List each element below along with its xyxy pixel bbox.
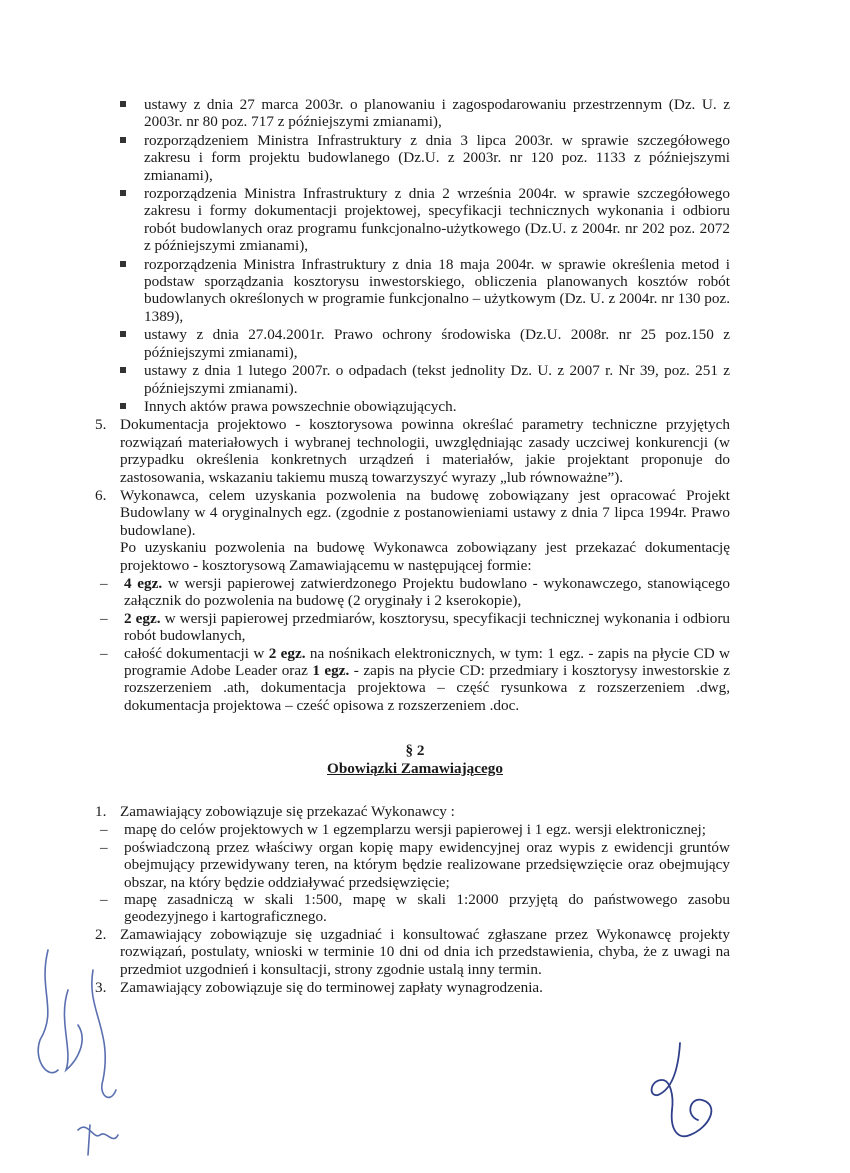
- list-item-text: na nośnikach elektronicznych, w tym: 1 egz. - zapis na płycie CD w programie Adobe Leader oraz: [124, 644, 731, 679]
- clause-2: [95, 925, 730, 978]
- list-item: [120, 132, 730, 184]
- clause-number: 6.: [95, 486, 107, 504]
- list-item: [120, 185, 730, 255]
- clause-5: [95, 416, 730, 486]
- clause-number: 3.: [95, 979, 107, 997]
- list-item: [100, 839, 730, 891]
- dash-bullet: –: [100, 838, 108, 856]
- dash-bullet: –: [100, 891, 108, 909]
- clause-3: [95, 979, 730, 997]
- copies-count: 1 egz.: [312, 662, 350, 679]
- square-bullet-icon: [120, 403, 126, 409]
- list-item: [100, 610, 730, 645]
- clause-text-continued: Po uzyskaniu pozwolenia na budowę Wykonawca zobowiązany jest przekazać dokumentację projektowo - kosztorysową Zamawiającemu w następującej formie:: [120, 539, 730, 574]
- list-item-text: poświadczoną przez właściwy organ kopię mapy ewidencyjnej oraz wypis z ewidencji gruntów obejmujący przewidywany teren, na którym będzie realizowane przedsięwzięcie oraz obejmujący obszar, na który będzie oddziaływać przedsięwzięcie;: [124, 838, 730, 891]
- section-number: § 2: [405, 742, 425, 760]
- list-item: [100, 575, 730, 610]
- square-bullet-icon: [120, 367, 126, 373]
- clause-text: Dokumentacja projektowo - kosztorysowa powinna określać parametry techniczne przyjętych rozwiązań materiałowych i wybranej technologii, uwzględniając zasady uczciwej konkurencji (w przypadku określenia konkretnych urządzeń i materiałów, jakie projektant proponuje do zastosowania, wskazaniu takiemu muszą towarzyszyć wyrazy „lub równoważne”).: [120, 416, 730, 486]
- list-item-text: w wersji papierowej zatwierdzonego Projektu budowlano - wykonawczego, stanowiącego załącznik do pozwolenia na budowę (2 oryginały i 2 kserokopie),: [124, 574, 731, 610]
- list-item: [120, 326, 730, 361]
- clause-text: Zamawiający zobowiązuje się do terminowej zapłaty wynagrodzenia.: [120, 979, 543, 997]
- list-item-text: Innych aktów prawa powszechnie obowiązujących.: [144, 397, 457, 415]
- handwritten-signature: [640, 1035, 740, 1155]
- list-item: [120, 256, 730, 326]
- dash-bullet: –: [100, 644, 108, 662]
- list-item: [120, 362, 730, 397]
- legal-acts-list: [120, 96, 730, 415]
- copies-count: 2 egz.: [268, 644, 306, 662]
- dash-bullet: –: [100, 821, 108, 839]
- square-bullet-icon: [120, 261, 126, 267]
- clause-text: Zamawiający zobowiązuje się uzgadniać i konsultować zgłaszane przez Wykonawcę projekty rozwiązań, postulaty, wnioski w terminie 10 dni od dnia ich przedstawienia, chyba, że z uwagi na przedmiot uzgodnień i konsultacji, strony zgodnie ustalą inny termin.: [120, 925, 730, 978]
- list-item-text: ustawy z dnia 27 marca 2003r. o planowaniu i zagospodarowaniu przestrzennym (Dz. U. z 2003r. nr 80 poz. 717 z późniejszymi zmianami),: [144, 96, 730, 131]
- clause-number: 2.: [95, 925, 107, 943]
- clause-1: [95, 803, 730, 821]
- copies-count: 4 egz.: [124, 574, 163, 592]
- list-item: [100, 821, 730, 838]
- clause-text: Zamawiający zobowiązuje się przekazać Wykonawcy :: [120, 803, 455, 821]
- list-item-text: rozporządzeniem Ministra Infrastruktury z dnia 3 lipca 2003r. w sprawie szczegółowego zakresu i form projektu budowlanego (Dz.U. z 2003r. nr 120 poz. 1133 z późniejszymi zmianami),: [144, 131, 730, 184]
- dash-bullet: –: [100, 609, 108, 627]
- document-body: [95, 96, 731, 998]
- handover-items-list: [100, 821, 730, 925]
- list-item-text: mapę do celów projektowych w 1 egzemplarzu wersji papierowej i 1 egz. wersji elektronicznej;: [124, 821, 706, 839]
- list-item: [100, 891, 730, 926]
- list-item-text: ustawy z dnia 1 lutego 2007r. o odpadach (tekst jednolity Dz. U. z 2007 r. Nr 39, poz. 251 z późniejszymi zmianami).: [144, 362, 730, 397]
- list-item-text: w wersji papierowej przedmiarów, kosztorysu, specyfikacji technicznej wykonania i odbioru robót budowlanych,: [124, 609, 730, 645]
- square-bullet-icon: [120, 101, 126, 107]
- square-bullet-icon: [120, 190, 126, 196]
- clause-number: 5.: [95, 416, 107, 434]
- clause-6: [95, 486, 730, 574]
- delivery-forms-list: [100, 575, 730, 714]
- list-item-text: - zapis na płycie CD: przedmiary i kosztorysy inwestorskie z rozszerzeniem .ath, dokumentacja projektowa – część rysunkowa z rozszerzeniem .dwg, dokumentacja projektowa – cześć opisowa z rozszerzeniem .doc.: [124, 662, 730, 714]
- square-bullet-icon: [120, 331, 126, 337]
- list-item: [100, 645, 730, 715]
- list-item: [120, 96, 730, 131]
- list-item-text: całość dokumentacji w: [124, 644, 269, 662]
- section-title: Obowiązki Zamawiającego: [327, 759, 503, 777]
- list-item-text: mapę zasadniczą w skali 1:500, mapę w skali 1:2000 przyjętą do państwowego zasobu geodezyjnego i kartograficznego.: [124, 891, 730, 926]
- copies-count: 2 egz.: [124, 609, 161, 627]
- clause-text: Wykonawca, celem uzyskania pozwolenia na budowę zobowiązany jest opracować Projekt Budowlany w 4 oryginalnych egz. (zgodnie z postanowieniami ustawy z dnia 7 lipca 1994r. Prawo budowlane).: [120, 486, 730, 539]
- square-bullet-icon: [120, 137, 126, 143]
- list-item-text: rozporządzenia Ministra Infrastruktury z dnia 2 września 2004r. w sprawie szczegółowego zakresu i formy dokumentacji projektowej, specyfikacji technicznych wykonania i odbioru robót budowlanych oraz programu funkcjonalno-użytkowego (Dz.U. z 2004r. nr 202 poz. 2072 z późniejszymi zmianami),: [144, 185, 730, 255]
- dash-bullet: –: [100, 574, 108, 592]
- clause-number: 1.: [95, 803, 107, 821]
- list-item-text: rozporządzenia Ministra Infrastruktury z dnia 18 maja 2004r. w sprawie określenia metod i podstaw sporządzania kosztorysu inwestorskiego, obliczenia planowanych kosztów robót budowlanych określonych w programie funkcjonalno – użytkowym (Dz. U. z 2004r. nr 130 poz. 1389),: [144, 255, 730, 325]
- list-item-text: ustawy z dnia 27.04.2001r. Prawo ochrony środowiska (Dz.U. 2008r. nr 25 poz.150 z późniejszymi zmianami),: [144, 326, 730, 361]
- list-item: [120, 398, 730, 415]
